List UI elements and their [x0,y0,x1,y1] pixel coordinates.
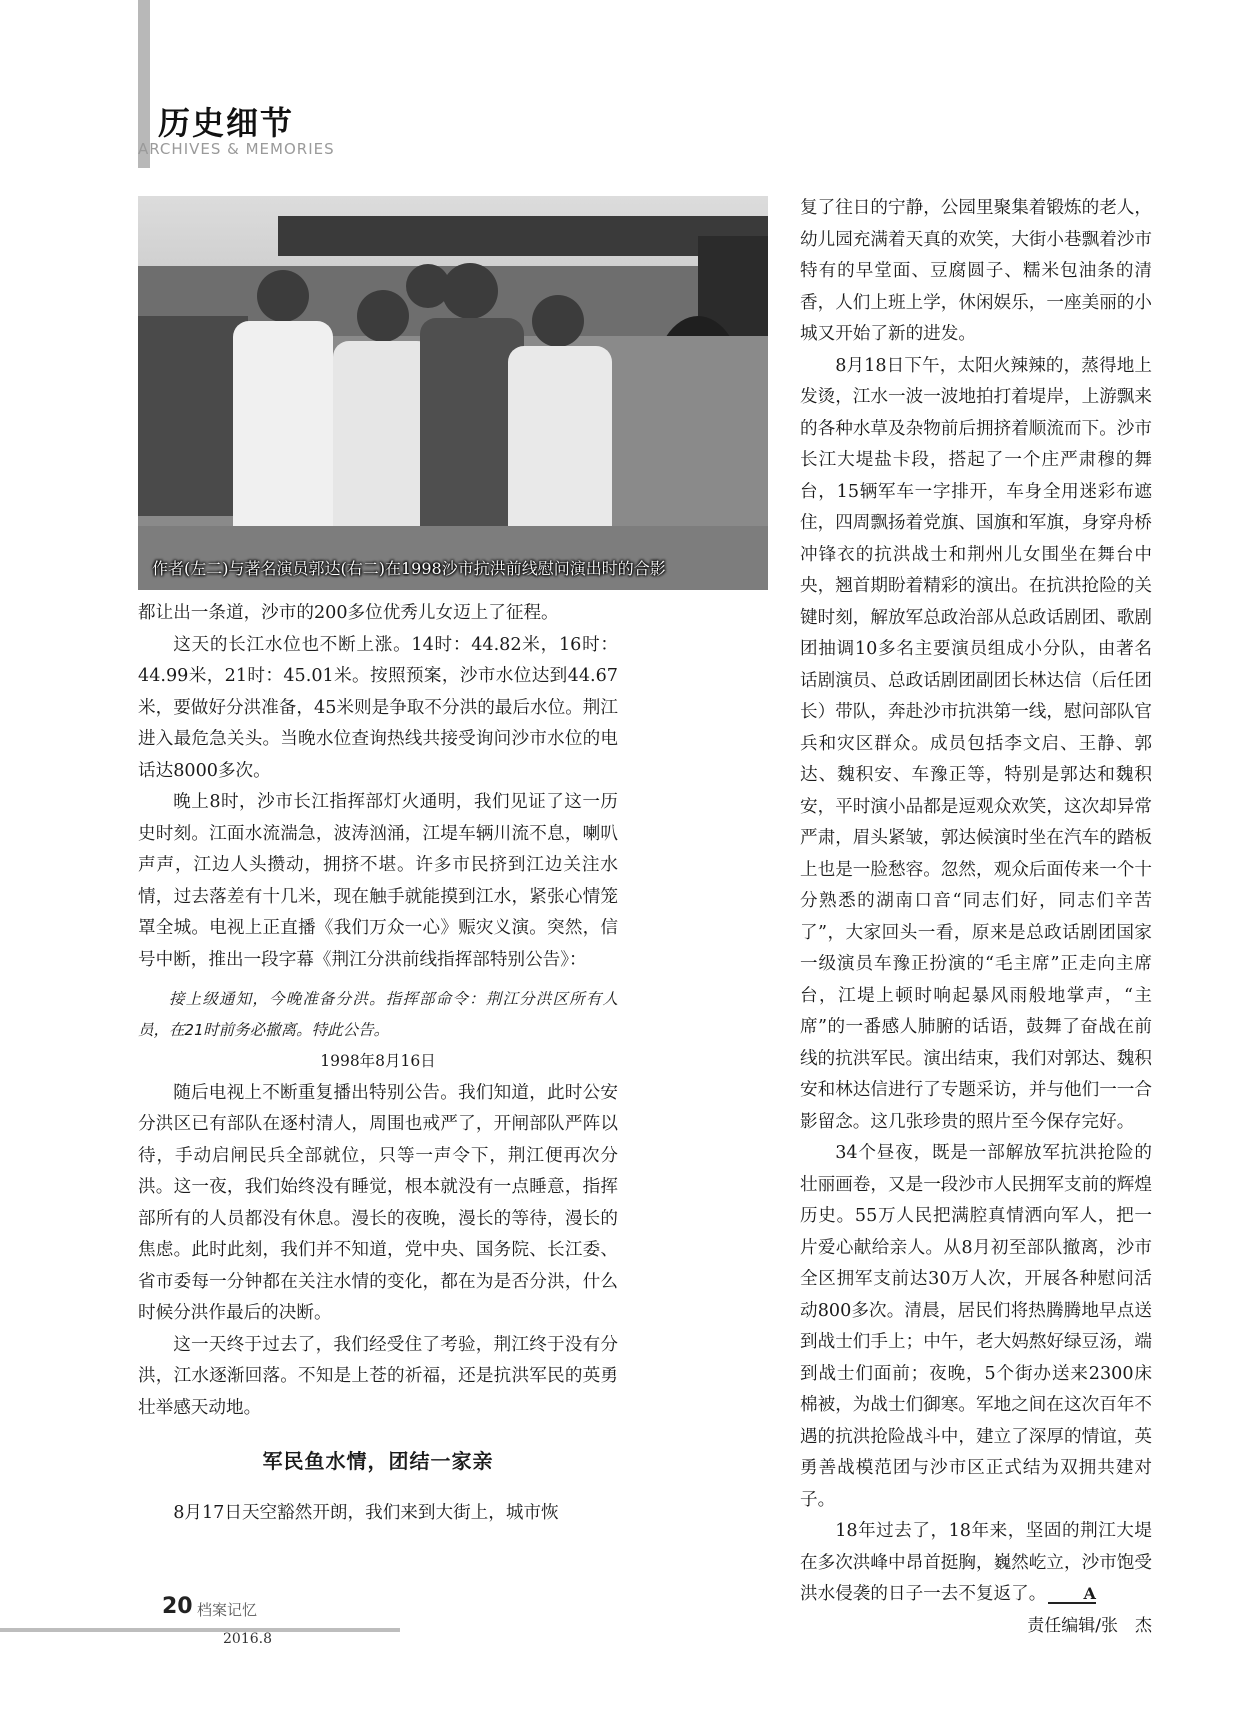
magazine-name: 档案记忆 [197,1601,258,1619]
paragraph: 都让出一条道，沙市的200多位优秀儿女迈上了征程。 [138,603,559,623]
right-column [800,193,1152,1642]
paragraph: 8月17日天空豁然开朗，我们来到大街上，城市恢 [173,1502,559,1523]
special-notice: 接上级通知，今晚准备分洪。指挥部命令：荆江分洪区所有人员，在21时前务必撤离。特此公告。 [138,990,618,1039]
end-mark-icon: A [1048,1586,1096,1604]
paragraph: 随后电视上不断重复播出特别公告。我们知道，此时公安分洪区已有部队在逐村清人，周围也戒严了，开闸部队严阵以待，手动启闸民兵全部就位，只等一声令下，荆江便再次分洪。这一夜，我们始终没有睡觉，根本就没有一点睡意，指挥部所有的人员都没有休息。漫长的夜晚，漫长的等待，漫长的焦虑。此时此刻，我们并不知道，党中央、国务院、长江委、省市委每一分钟都在关注水情的变化，都在为是否分洪，什么时候分洪作最后的决断。 [138,1082,618,1323]
left-column [138,598,618,1529]
photo-illustration [138,196,768,590]
responsible-editor: 责任编辑/张 杰 [1027,1615,1152,1636]
section-title: 历史细节 [158,104,295,142]
section-subtitle: ARCHIVES & MEMORIES [138,140,335,158]
paragraph: 复了往日的宁静，公园里聚集着锻炼的老人，幼儿园充满着天真的欢笑，大街小巷飘着沙市特有的早堂面、豆腐圆子、糯米包油条的清香，人们上班上学，休闲娱乐，一座美丽的小城又开始了新的进发。 [800,198,1152,344]
paragraph: 8月18日下午，太阳火辣辣的，蒸得地上发烫，江水一波一波地拍打着堤岸，上游飘来的各种水草及杂物前后拥挤着顺流而下。沙市长江大堤盐卡段，搭起了一个庄严肃穆的舞台，15辆军车一字排开，车身全用迷彩布遮住，四周飘扬着党旗、国旗和军旗，身穿舟桥冲锋衣的抗洪战士和荆州儿女围坐在舞台中央，翘首期盼着精彩的演出。在抗洪抢险的关键时刻，解放军总政治部从总政话剧团、歌剧团抽调10多名主要演员组成小分队，由著名话剧演员、总政话剧团副团长林达信（后任团长）带队，奔赴沙市抗洪第一线，慰问部队官兵和灾区群众。成员包括李文启、王静、郭达、魏积安、车豫正等，特别是郭达和魏积安，平时演小品都是逗观众欢笑，这次却异常严肃，眉头紧皱，郭达候演时坐在汽车的踏板上也是一脸愁容。忽然，观众后面传来一个十分熟悉的湖南口音“同志们好，同志们辛苦了”，大家回头一看，原来是总政话剧团国家一级演员车豫正扮演的“毛主席”正走向主席台，江堤上顿时响起暴风雨般地掌声，“主席”的一番感人肺腑的话语，鼓舞了奋战在前线的抗洪军民。演出结束，我们对郭达、魏积安和林达信进行了专题采访，并与他们一一合影留念。这几张珍贵的照片至今保存完好。 [800,355,1152,1132]
paragraph [800,1516,1152,1611]
paragraph: 晚上8时，沙市长江指挥部灯火通明，我们见证了这一历史时刻。江面水流湍急，波涛汹涌，江堤车辆川流不息，喇叭声声，江边人头攒动，拥挤不堪。许多市民挤到江边关注水情，过去落差有十几米，现在触手就能摸到江水，紧张心情笼罩全城。电视上正直播《我们万众一心》赈灾义演。突然，信号中断，推出一段字幕《荆江分洪前线指挥部特别公告》： [138,792,618,970]
notice-date: 1998年8月16日 [320,1052,436,1070]
paragraph: 这一天终于过去了，我们经受住了考验，荆江终于没有分洪，江水逐渐回落。不知是上苍的祈福，还是抗洪军民的英勇壮举感天动地。 [138,1334,618,1418]
photo-caption: 作者(左二)与著名演员郭达(右二)在1998沙市抗洪前线慰问演出时的合影 [152,559,666,578]
section-subheading: 军民鱼水情，团结一家亲 [262,1449,494,1473]
paragraph: 这天的长江水位也不断上涨。14时：44.82米，16时：44.99米，21时：45.01米。按照预案，沙市水位达到44.67米，要做好分洪准备，45米则是争取不分洪的最后水位。荆江进入最危急关头。当晚水位查询热线共接受询问沙市水位的电话达8000多次。 [138,634,618,781]
footer-rule [0,1628,400,1632]
magazine-issue: 2016.8 [223,1631,272,1647]
paragraph: 34个昼夜，既是一部解放军抗洪抢险的壮丽画卷，又是一段沙市人民拥军支前的辉煌历史。55万人民把满腔真情洒向军人，把一片爱心献给亲人。从8月初至部队撤离，沙市全区拥军支前达30万人次，开展各种慰问活动800多次。清晨，居民们将热腾腾地早点送到战士们手上；中午，老大妈熬好绿豆汤，端到战士们面前；夜晚，5个街办送来2300床棉被，为战士们御寒。军地之间在这次百年不遇的抗洪抢险战斗中，建立了深厚的情谊，英勇善战模范团与沙市区正式结为双拥共建对子。 [800,1143,1152,1510]
paragraph-text: 18年过去了，18年来，坚固的荆江大堤在多次洪峰中昂首挺胸，巍然屹立，沙市饱受洪水侵袭的日子一去不复返了。 [800,1521,1152,1604]
article-photo [138,196,768,590]
page-number: 20 [162,1594,193,1619]
